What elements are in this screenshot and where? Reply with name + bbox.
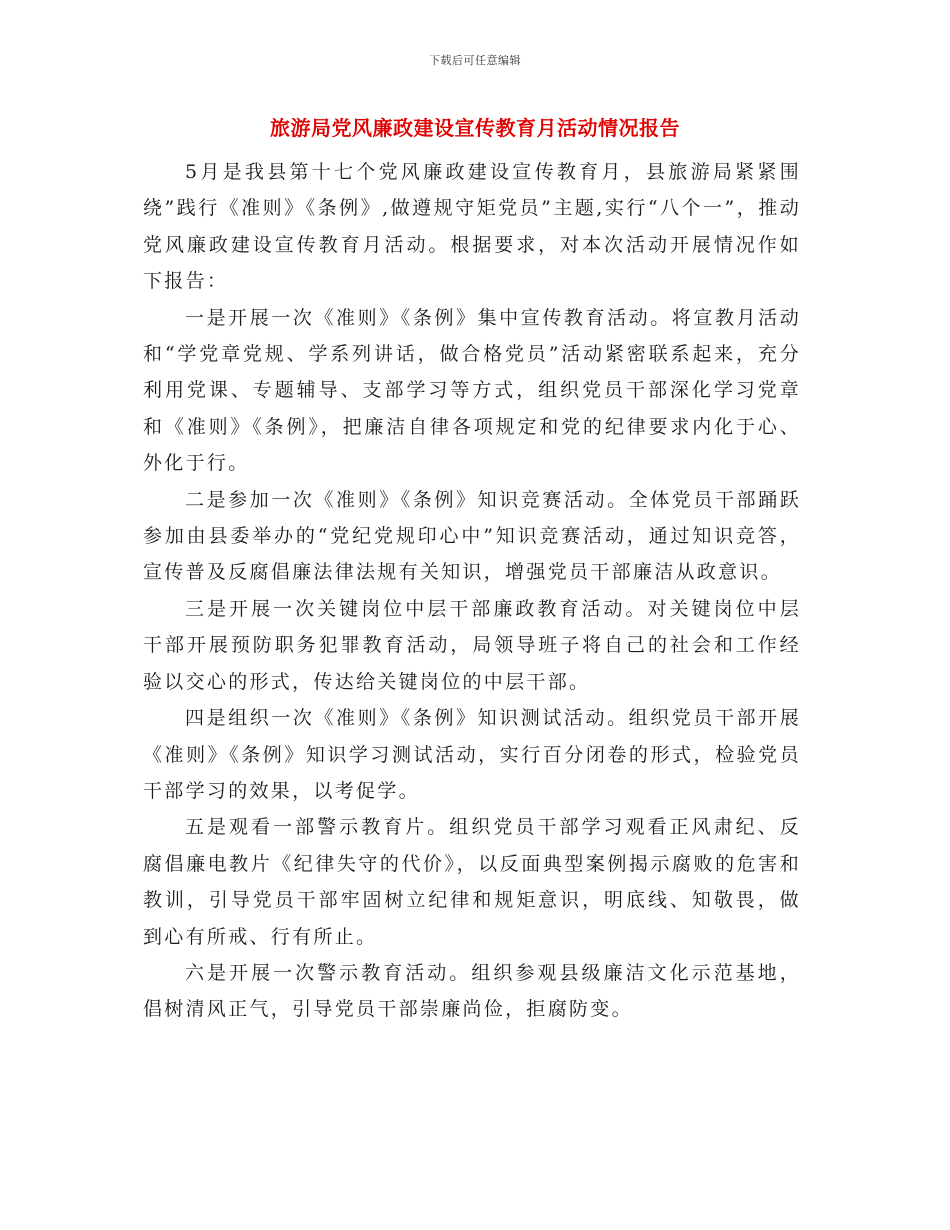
header-note: 下载后可任意编辑: [429, 54, 521, 67]
paragraph-intro: 5月是我县第十七个党风廉政建设宣传教育月，县旅游局紧紧围绕”践行《准则》《条例》,做遵规守矩党员”主题,实行“八个一”，推动党风廉政建设宣传教育月活动。根据要求，对本次活动开展情况作如下报告：: [143, 161, 801, 293]
paragraph-item-6: 六是开展一次警示教育活动。组织参观县级廉洁文化示范基地，倡树清风正气，引导党员干部崇廉尚俭，拒腐防变。: [143, 961, 801, 1021]
paragraph-item-5: 五是观看一部警示教育片。组织党员干部学习观看正风肃纪、反腐倡廉电教片《纪律失守的代价》，以反面典型案例揭示腐败的危害和教训，引导党员干部牢固树立纪律和规矩意识，明底线、知敬畏，做到心有所戒、行有所止。: [143, 816, 801, 948]
paragraph-item-1: 一是开展一次《准则》《条例》集中宣传教育活动。将宣教月活动和“学党章党规、学系列讲话，做合格党员”活动紧密联系起来，充分利用党课、专题辅导、支部学习等方式，组织党员干部深化学习党章和《准则》《条例》，把廉洁自律各项规定和党的纪律要求内化于心、外化于行。: [143, 306, 801, 475]
paragraph-item-3: 三是开展一次关键岗位中层干部廉政教育活动。对关键岗位中层干部开展预防职务犯罪教育活动，局领导班子将自己的社会和工作经验以交心的形式，传达给关键岗位的中层干部。: [143, 597, 801, 693]
paragraph-item-4: 四是组织一次《准则》《条例》知识测试活动。组织党员干部开展《准则》《条例》知识学习测试活动，实行百分闭卷的形式，检验党员干部学习的效果，以考促学。: [143, 707, 801, 802]
paragraph-item-2: 二是参加一次《准则》《条例》知识竞赛活动。全体党员干部踊跃参加由县委举办的“党纪党规印心中”知识竞赛活动，通过知识竞答，宣传普及反腐倡廉法律法规有关知识，增强党员干部廉洁从政意识。: [143, 488, 801, 584]
document-title: 旅游局党风廉政建设宣传教育月活动情况报告: [270, 116, 680, 140]
document-body: [143, 154, 801, 1028]
